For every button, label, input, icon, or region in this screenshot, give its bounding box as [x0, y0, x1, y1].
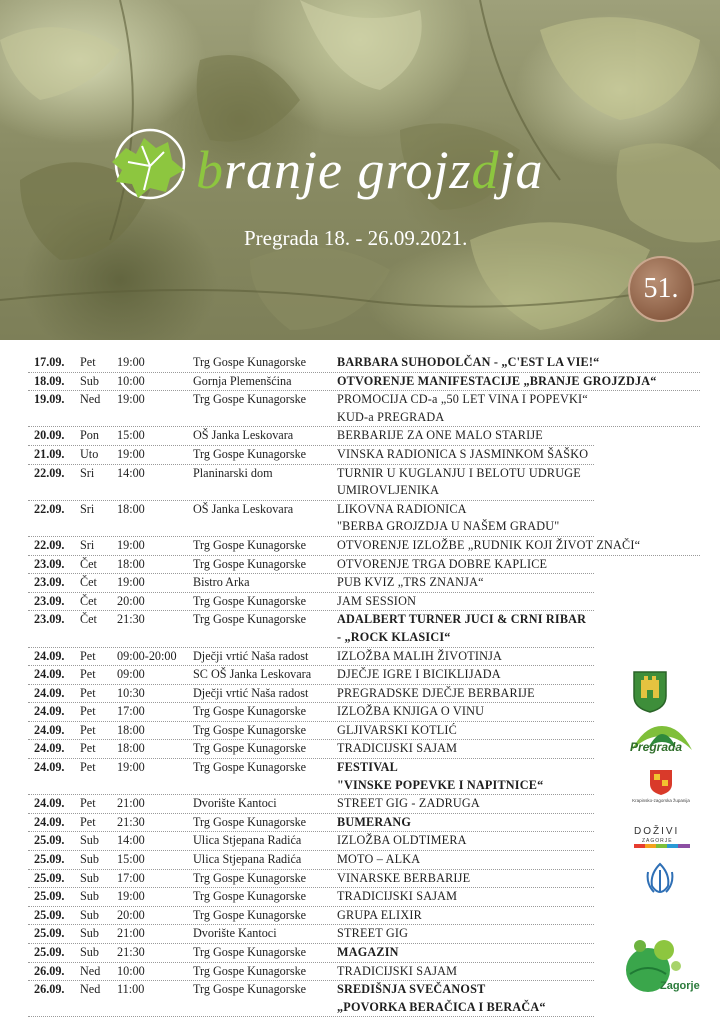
- festival-dates: Pregrada 18. - 26.09.2021.: [244, 226, 468, 250]
- event-date: 22.09.: [34, 537, 65, 552]
- event-time: 18:00: [117, 722, 145, 737]
- event-title: DJEČJE IGRE I BICIKLIJADA: [337, 667, 501, 682]
- event-day: Pet: [80, 760, 96, 775]
- event-date: 25.09.: [34, 945, 65, 959]
- event-date: 24.09.: [34, 667, 65, 682]
- schedule-row: [28, 611, 594, 647]
- pregrada-logo-label: Pregrada: [630, 740, 683, 754]
- event-date: 19.09.: [34, 392, 65, 407]
- event-date: 23.09.: [34, 612, 65, 627]
- event-location: Trg Gospe Kunagorske: [193, 963, 307, 978]
- event-title: TRADICIJSKI SAJAM: [337, 889, 458, 904]
- event-date: 24.09.: [34, 648, 65, 663]
- event-day: Sri: [80, 465, 95, 480]
- event-location: OŠ Janka Leskovara: [193, 428, 294, 443]
- zagorje-logo-label: Zagorje: [660, 980, 700, 992]
- event-date: 25.09.: [34, 852, 65, 867]
- event-day: Pet: [80, 741, 96, 756]
- event-title-line2: "BERBA GROJZDJA U NAŠEM GRADU": [337, 519, 560, 534]
- event-title: BUMERANG: [337, 814, 412, 829]
- event-time: 21:00: [117, 926, 145, 941]
- event-title: VINARSKE BERBARIJE: [337, 870, 471, 885]
- schedule-row: [28, 666, 594, 685]
- event-title: OTVORENJE TRGA DOBRE KAPLICE: [337, 556, 548, 571]
- event-date: 26.09.: [34, 982, 65, 997]
- schedule-row: [28, 574, 594, 593]
- event-title: TURNIR U KUGLANJU I BELOTU UDRUGE: [337, 465, 581, 480]
- event-title: IZLOŽBA OLDTIMERA: [337, 833, 467, 848]
- schedule-row: [28, 832, 594, 851]
- event-date: 24.09.: [34, 814, 65, 829]
- event-day: Čet: [80, 593, 97, 608]
- event-location: Trg Gospe Kunagorske: [193, 446, 307, 461]
- event-title: GLJIVARSKI KOTLIĆ: [337, 722, 457, 737]
- event-time: 17:00: [117, 704, 145, 719]
- schedule-row: [28, 501, 594, 537]
- event-location: Trg Gospe Kunagorske: [193, 907, 307, 922]
- event-location: Trg Gospe Kunagorske: [193, 889, 307, 904]
- event-title-line2: - „ROCK KLASICI“: [337, 629, 451, 644]
- event-location: Gornja Plemenšćina: [193, 373, 292, 388]
- event-location: Trg Gospe Kunagorske: [193, 722, 307, 737]
- event-day: Sub: [80, 926, 99, 941]
- event-day: Sri: [80, 537, 95, 552]
- event-time: 11:00: [117, 982, 145, 997]
- event-time: 19:00: [117, 889, 145, 904]
- event-time: 14:00: [117, 833, 145, 848]
- hero-banner: [0, 0, 720, 340]
- dozivi-logo-sublabel: ZAGORJE: [642, 838, 673, 844]
- event-time: 19:00: [117, 392, 145, 407]
- event-time: 19:00: [117, 355, 145, 369]
- event-title: STREET GIG - ZADRUGA: [337, 796, 480, 811]
- event-day: Ned: [80, 963, 101, 978]
- event-day: Ned: [80, 392, 101, 407]
- event-time: 21:30: [117, 814, 145, 829]
- event-location: Trg Gospe Kunagorske: [193, 704, 307, 719]
- schedule-row: [28, 870, 594, 889]
- schedule-row: [28, 703, 594, 722]
- event-title: SREDIŠNJA SVEČANOST: [337, 982, 486, 997]
- schedule-row: [28, 391, 700, 427]
- event-location: OŠ Janka Leskovara: [193, 501, 294, 516]
- schedule-row: [28, 648, 594, 667]
- event-date: 17.09.: [34, 355, 65, 369]
- event-date: 26.09.: [34, 963, 65, 978]
- schedule-row: [28, 814, 594, 833]
- event-time: 14:00: [117, 465, 145, 480]
- schedule-row: [28, 722, 594, 741]
- event-location: Trg Gospe Kunagorske: [193, 982, 307, 997]
- event-location: Trg Gospe Kunagorske: [193, 870, 307, 885]
- event-time: 18:00: [117, 501, 145, 516]
- tourist-board-emblem-icon: [642, 860, 678, 896]
- event-location: SC OŠ Janka Leskovara: [193, 667, 312, 682]
- event-day: Pet: [80, 704, 96, 719]
- event-title: PROMOCIJA CD-a „50 LET VINA I POPEVKI“: [337, 392, 588, 407]
- event-date: 24.09.: [34, 704, 65, 719]
- event-time: 20:00: [117, 907, 145, 922]
- event-title-line2: KUD-a PREGRADA: [337, 409, 445, 424]
- event-day: Ned: [80, 982, 101, 997]
- event-title-line2: „POVORKA BERAČICA I BERAČA“: [337, 999, 546, 1014]
- event-title: IZLOŽBA MALIH ŽIVOTINJA: [337, 648, 503, 663]
- event-time: 09:00-20:00: [117, 648, 177, 663]
- schedule-row: [28, 795, 594, 814]
- event-day: Čet: [80, 556, 97, 571]
- event-date: 20.09.: [34, 428, 65, 443]
- event-title: BERBARIJE ZA ONE MALO STARIJE: [337, 428, 543, 443]
- event-time: 18:00: [117, 556, 145, 571]
- event-location: Ulica Stjepana Radića: [193, 833, 302, 848]
- event-day: Pet: [80, 685, 96, 700]
- event-title: GRUPA ELIXIR: [337, 907, 422, 922]
- event-location: Trg Gospe Kunagorske: [193, 814, 307, 829]
- event-title: MAGAZIN: [337, 945, 399, 959]
- event-title: LIKOVNA RADIONICA: [337, 501, 467, 516]
- dozivi-logo-label: DOŽIVI: [634, 826, 680, 837]
- city-coat-of-arms-icon: [630, 670, 670, 714]
- schedule-row: [28, 888, 594, 907]
- event-location: Dječji vrtić Naša radost: [193, 685, 309, 700]
- schedule-row: [28, 851, 594, 870]
- event-date: 22.09.: [34, 465, 65, 480]
- event-location: Dvorište Kantoci: [193, 796, 277, 811]
- event-time: 21:00: [117, 796, 145, 811]
- event-location: Bistro Arka: [193, 575, 250, 590]
- event-day: Pet: [80, 722, 96, 737]
- event-day: Sub: [80, 907, 99, 922]
- event-title: TRADICIJSKI SAJAM: [337, 741, 458, 756]
- event-date: 18.09.: [34, 373, 65, 388]
- event-time: 21:30: [117, 945, 145, 959]
- event-location: Trg Gospe Kunagorske: [193, 612, 307, 627]
- event-date: 25.09.: [34, 870, 65, 885]
- event-title: MOTO – ALKA: [337, 852, 421, 867]
- event-title: PUB KVIZ „TRS ZNANJA“: [337, 575, 484, 590]
- schedule-row: [28, 427, 594, 446]
- event-title: IZLOŽBA KNJIGA O VINU: [337, 704, 485, 719]
- schedule-row: [28, 537, 700, 556]
- event-date: 24.09.: [34, 796, 65, 811]
- event-day: Uto: [80, 446, 99, 461]
- event-location: Trg Gospe Kunagorske: [193, 392, 307, 407]
- event-location: Dvorište Kantoci: [193, 926, 277, 941]
- event-time: 18:00: [117, 741, 145, 756]
- event-day: Čet: [80, 612, 97, 627]
- event-date: 21.09.: [34, 446, 65, 461]
- event-title-line2: UMIROVLJENIKA: [337, 483, 440, 498]
- schedule-row: [28, 354, 700, 373]
- event-time: 10:30: [117, 685, 145, 700]
- schedule-row: [28, 593, 594, 612]
- event-day: Sub: [80, 945, 99, 959]
- event-title: JAM SESSION: [337, 593, 417, 608]
- event-date: 25.09.: [34, 889, 65, 904]
- schedule-row: [28, 446, 594, 465]
- event-date: 23.09.: [34, 593, 65, 608]
- festival-logo-text: branje grojzdja: [196, 140, 544, 200]
- schedule-row: [28, 759, 594, 795]
- schedule-row: [28, 685, 594, 704]
- event-time: 10:00: [117, 963, 145, 978]
- event-title: OTVORENJE MANIFESTACIJE „BRANJE GROJZDJA“: [337, 373, 657, 388]
- event-date: 24.09.: [34, 741, 65, 756]
- event-location: Planinarski dom: [193, 465, 273, 480]
- event-date: 24.09.: [34, 760, 65, 775]
- event-date: 25.09.: [34, 833, 65, 848]
- grape-leaf-logo-icon: [106, 126, 190, 204]
- event-location: Ulica Stjepana Radića: [193, 852, 302, 867]
- event-location: Trg Gospe Kunagorske: [193, 556, 307, 571]
- event-date: 23.09.: [34, 556, 65, 571]
- event-time: 15:00: [117, 852, 145, 867]
- event-time: 09:00: [117, 667, 145, 682]
- schedule-row: [28, 556, 594, 575]
- event-day: Čet: [80, 575, 97, 590]
- event-date: 25.09.: [34, 907, 65, 922]
- event-time: 19:00: [117, 575, 145, 590]
- event-title: STREET GIG: [337, 926, 409, 941]
- event-time: 19:00: [117, 537, 145, 552]
- event-day: Pet: [80, 355, 96, 369]
- event-day: Sub: [80, 852, 99, 867]
- event-date: 22.09.: [34, 501, 65, 516]
- event-day: Pet: [80, 667, 96, 682]
- event-title: PREGRADSKE DJEČJE BERBARIJE: [337, 685, 535, 700]
- schedule-row: [28, 925, 594, 944]
- event-date: 23.09.: [34, 575, 65, 590]
- event-day: Pet: [80, 796, 96, 811]
- event-day: Sub: [80, 889, 99, 904]
- event-day: Pon: [80, 428, 99, 443]
- event-title-line2: "VINSKE POPEVKE I NAPITNICE“: [337, 777, 544, 792]
- event-date: 24.09.: [34, 685, 65, 700]
- event-date: 25.09.: [34, 926, 65, 941]
- event-title: BARBARA SUHODOLČAN - „C'EST LA VIE!“: [337, 355, 600, 369]
- event-title: ADALBERT TURNER JUCI & CRNI RIBAR: [337, 612, 587, 627]
- event-location: Trg Gospe Kunagorske: [193, 760, 307, 775]
- event-location: Trg Gospe Kunagorske: [193, 537, 307, 552]
- dozivi-color-bar-icon: [634, 844, 690, 848]
- schedule-row: [28, 981, 594, 1017]
- event-location: Trg Gospe Kunagorske: [193, 945, 307, 959]
- event-day: Sub: [80, 373, 99, 388]
- schedule-row: [28, 465, 594, 501]
- event-title: OTVORENJE IZLOŽBE „RUDNIK KOJI ŽIVOT ZNAČI“: [337, 537, 641, 552]
- event-time: 10:00: [117, 373, 145, 388]
- event-date: 24.09.: [34, 722, 65, 737]
- event-location: Dječji vrtić Naša radost: [193, 648, 309, 663]
- edition-badge: 51.: [628, 256, 694, 322]
- county-label: Krapinsko-zagorska županija: [632, 798, 690, 803]
- event-time: 19:00: [117, 760, 145, 775]
- event-location: Trg Gospe Kunagorske: [193, 741, 307, 756]
- event-location: Trg Gospe Kunagorske: [193, 355, 307, 369]
- event-time: 17:00: [117, 870, 145, 885]
- event-time: 21:30: [117, 612, 145, 627]
- event-day: Sub: [80, 870, 99, 885]
- event-day: Pet: [80, 814, 96, 829]
- schedule-row: [28, 944, 594, 963]
- schedule-row: [28, 740, 594, 759]
- event-time: 20:00: [117, 593, 145, 608]
- event-location: Trg Gospe Kunagorske: [193, 593, 307, 608]
- event-time: 15:00: [117, 428, 145, 443]
- event-day: Sri: [80, 501, 95, 516]
- event-title: TRADICIJSKI SAJAM: [337, 963, 458, 978]
- schedule-row: [28, 373, 700, 392]
- event-title: FESTIVAL: [337, 760, 398, 775]
- event-day: Sub: [80, 833, 99, 848]
- schedule-row: [28, 907, 594, 926]
- schedule-row: [28, 963, 594, 982]
- event-title: VINSKA RADIONICA S JASMINKOM ŠAŠKO: [337, 446, 589, 461]
- county-coat-of-arms-icon: [648, 768, 674, 796]
- event-day: Pet: [80, 648, 96, 663]
- event-time: 19:00: [117, 446, 145, 461]
